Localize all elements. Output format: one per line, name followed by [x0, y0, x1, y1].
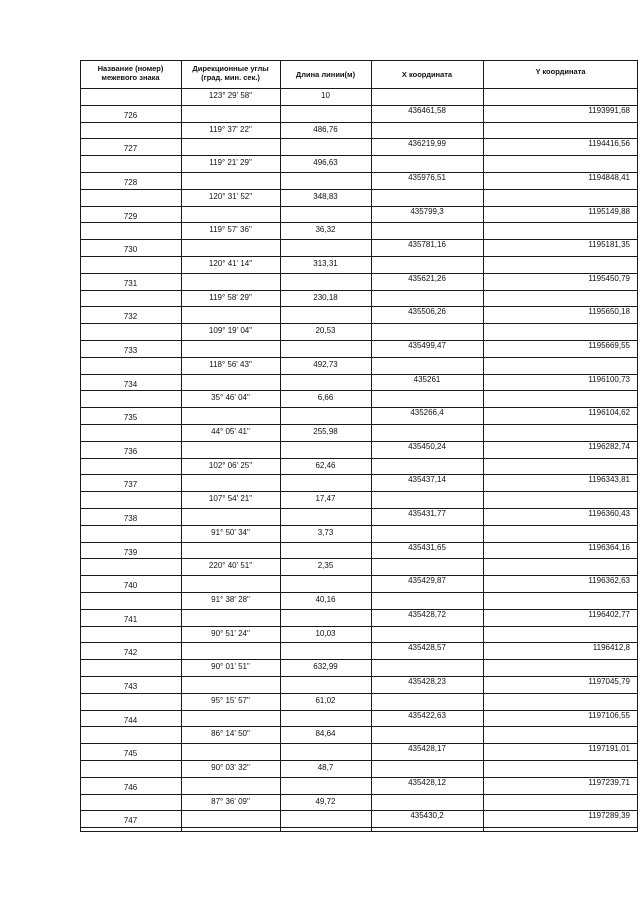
- point-name: 731: [123, 278, 138, 288]
- coordinates-table: [80, 60, 638, 832]
- segment-length: 20,53: [315, 326, 336, 336]
- header-col-angle: Дирекционные углы (град. мин. сек.): [192, 64, 269, 82]
- segment-length: 496,63: [313, 158, 338, 168]
- segment-length: 10,03: [315, 628, 336, 638]
- point-name: 727: [123, 144, 138, 154]
- row-line-seg: [181, 743, 371, 744]
- row-line-seg: [181, 155, 371, 156]
- point-x: 435450,24: [408, 441, 446, 451]
- row-line-xy: [371, 659, 638, 660]
- point-name: 740: [123, 581, 138, 591]
- point-y: 1195650,18: [588, 307, 630, 317]
- point-x: 435261: [413, 374, 441, 384]
- point-y: 1196100,73: [588, 374, 630, 384]
- column-line-5: [637, 60, 638, 832]
- point-y: 1195181,35: [588, 240, 630, 250]
- row-line-name: [80, 290, 181, 291]
- row-line-name: [80, 323, 181, 324]
- point-name: 726: [123, 110, 138, 120]
- segment-length: 230,18: [313, 292, 338, 302]
- row-line-seg: [181, 374, 371, 375]
- segment-length: 84,64: [315, 729, 336, 739]
- row-line-xy: [371, 424, 638, 425]
- segment-length: 632,99: [313, 662, 338, 672]
- segment-angle: 102° 06' 25": [208, 460, 253, 470]
- row-line-seg: [181, 827, 371, 828]
- row-line-xy: [371, 726, 638, 727]
- point-x: 435428,12: [408, 777, 446, 787]
- row-line-seg: [181, 794, 371, 795]
- point-x: 435431,77: [408, 509, 446, 518]
- header-col-x: X координата: [401, 70, 453, 79]
- row-line-seg: [181, 424, 371, 425]
- row-line-name: [80, 239, 181, 240]
- point-x: 436219,99: [408, 139, 446, 149]
- row-line-name: [80, 306, 181, 307]
- point-name: 745: [123, 749, 138, 759]
- row-line-seg: [181, 542, 371, 543]
- row-line-name: [80, 172, 181, 173]
- segment-angle: 91° 38' 28": [211, 595, 250, 604]
- row-line-name: [80, 105, 181, 106]
- row-line-name: [80, 542, 181, 543]
- row-line-name: [80, 710, 181, 711]
- row-line-xy: [371, 760, 638, 761]
- point-y: 1195669,55: [588, 341, 630, 350]
- segment-angle: 44° 05' 41": [211, 427, 250, 436]
- row-line-name: [80, 508, 181, 509]
- segment-angle: 90° 03' 32": [211, 763, 250, 772]
- row-line-name: [80, 777, 181, 778]
- point-y: 1196362,63: [588, 576, 630, 586]
- segment-length: 36,32: [315, 225, 336, 235]
- row-line-xy: [371, 390, 638, 391]
- row-line-seg: [181, 357, 371, 358]
- row-line-seg: [181, 239, 371, 240]
- row-line-name: [80, 222, 181, 223]
- point-y: 1194416,56: [588, 139, 630, 149]
- segment-angle: 119° 58' 29": [209, 292, 252, 302]
- row-line-name: [80, 659, 181, 660]
- header-col-y: Y координата: [535, 67, 586, 76]
- point-y: 1197239,71: [588, 777, 630, 787]
- point-x: 435266,4: [410, 408, 444, 418]
- row-line-seg: [181, 592, 371, 593]
- segment-angle: 91° 50' 34": [211, 527, 250, 537]
- segment-angle: 95° 15' 57": [211, 695, 250, 705]
- row-line-name: [80, 575, 181, 576]
- point-name: 729: [123, 211, 138, 221]
- point-x: 435431,65: [408, 542, 446, 552]
- point-y: 1195450,79: [588, 273, 630, 283]
- point-y: 1195149,88: [588, 206, 630, 216]
- segment-length: 3,73: [317, 527, 334, 537]
- segment-length: 255,98: [313, 427, 338, 436]
- segment-length: 486,76: [313, 124, 338, 134]
- row-line-name: [80, 357, 181, 358]
- row-line-name: [80, 525, 181, 526]
- header-col-name: Название (номер) межевого знака: [97, 64, 164, 82]
- segment-length: 61,02: [315, 695, 336, 705]
- row-line-xy: [371, 525, 638, 526]
- segment-angle: 107° 54' 21": [208, 494, 253, 504]
- row-line-seg: [181, 810, 371, 811]
- row-line-xy: [371, 491, 638, 492]
- segment-length: 313,31: [313, 259, 338, 268]
- segment-angle: 123° 29' 58": [208, 91, 253, 100]
- row-line-name: [80, 138, 181, 139]
- row-line-name: [80, 206, 181, 207]
- row-line-seg: [181, 491, 371, 492]
- point-name: 742: [123, 648, 138, 658]
- point-x: 435422,63: [408, 710, 446, 720]
- row-line-name: [80, 693, 181, 694]
- point-name: 746: [123, 782, 138, 792]
- segment-length: 40,16: [315, 595, 336, 604]
- point-y: 1196364,16: [588, 542, 630, 552]
- row-line-xy: [371, 122, 638, 123]
- row-line-seg: [181, 642, 371, 643]
- row-line-seg: [181, 189, 371, 190]
- segment-angle: 120° 31' 52": [208, 191, 253, 201]
- row-line-seg: [181, 290, 371, 291]
- row-line-xy: [371, 357, 638, 358]
- point-x: 435430,2: [410, 811, 444, 821]
- point-name: 744: [123, 715, 138, 725]
- row-line-name: [80, 642, 181, 643]
- row-line-xy: [371, 794, 638, 795]
- point-name: 743: [123, 682, 138, 691]
- point-name: 732: [123, 312, 138, 322]
- row-line-seg: [181, 222, 371, 223]
- point-name: 737: [123, 480, 138, 490]
- point-x: 436461,58: [408, 105, 446, 115]
- point-x: 435437,14: [408, 475, 446, 485]
- row-line-seg: [181, 105, 371, 106]
- segment-angle: 220° 40' 51": [208, 561, 253, 571]
- segment-angle: 118° 56' 43": [209, 359, 252, 369]
- segment-angle: 119° 57' 36": [209, 225, 252, 235]
- row-line-xy: [371, 626, 638, 627]
- segment-length: 62,46: [315, 460, 336, 470]
- point-y: 1197289,39: [588, 811, 630, 821]
- point-name: 741: [123, 614, 138, 624]
- point-y: 1196412,8: [592, 643, 630, 653]
- segment-length: 2,35: [317, 561, 334, 571]
- row-line-seg: [181, 172, 371, 173]
- row-line-seg: [181, 458, 371, 459]
- row-line-xy: [371, 155, 638, 156]
- row-line-name: [80, 407, 181, 408]
- row-line-xy: [371, 189, 638, 190]
- header-col-length: Длина линии(м): [295, 70, 356, 79]
- row-line-seg: [181, 760, 371, 761]
- row-line-xy: [371, 693, 638, 694]
- row-line-name: [80, 743, 181, 744]
- row-line-xy: [371, 323, 638, 324]
- segment-length: 348,83: [313, 191, 338, 201]
- point-x: 435621,26: [408, 273, 446, 283]
- point-name: 736: [123, 446, 138, 456]
- segment-angle: 86° 14' 50": [211, 729, 250, 739]
- header-line: [80, 88, 638, 89]
- row-line-seg: [181, 273, 371, 274]
- row-line-xy: [371, 827, 638, 828]
- row-line-name: [80, 458, 181, 459]
- point-x: 435506,26: [408, 307, 446, 317]
- row-line-name: [80, 122, 181, 123]
- segment-angle: 109° 19' 04": [208, 326, 253, 336]
- row-line-name: [80, 810, 181, 811]
- row-line-name: [80, 340, 181, 341]
- row-line-name: [80, 609, 181, 610]
- point-y: 1197106,55: [588, 710, 630, 720]
- point-y: 1197045,79: [588, 677, 630, 686]
- row-line-name: [80, 374, 181, 375]
- segment-angle: 90° 01' 51": [211, 662, 250, 672]
- point-y: 1196402,77: [588, 609, 630, 619]
- row-line-seg: [181, 525, 371, 526]
- point-x: 435428,72: [408, 609, 446, 619]
- point-y: 1193991,68: [588, 105, 630, 115]
- segment-length: 48,7: [317, 763, 334, 772]
- row-line-name: [80, 390, 181, 391]
- point-name: 738: [123, 514, 138, 523]
- row-line-name: [80, 424, 181, 425]
- row-line-name: [80, 256, 181, 257]
- column-line-2: [280, 60, 281, 832]
- segment-length: 10: [321, 91, 330, 100]
- row-line-seg: [181, 122, 371, 123]
- row-line-seg: [181, 474, 371, 475]
- segment-angle: 90° 51' 24": [211, 628, 250, 638]
- row-line-xy: [371, 256, 638, 257]
- column-line-1: [181, 60, 182, 832]
- row-line-seg: [181, 575, 371, 576]
- row-line-seg: [181, 558, 371, 559]
- row-line-seg: [181, 710, 371, 711]
- row-line-xy: [371, 592, 638, 593]
- table-border-top: [80, 60, 638, 61]
- row-line-name: [80, 155, 181, 156]
- point-y: 1196282,74: [588, 441, 630, 451]
- row-line-name: [80, 760, 181, 761]
- segment-angle: 119° 21' 29": [209, 158, 252, 168]
- segment-length: 492,73: [313, 359, 338, 369]
- segment-angle: 119° 37' 22": [209, 124, 252, 134]
- point-x: 435428,23: [408, 677, 446, 686]
- point-name: 735: [123, 413, 138, 423]
- row-line-seg: [181, 340, 371, 341]
- segment-angle: 35° 46' 04": [211, 393, 250, 403]
- segment-length: 6,66: [317, 393, 334, 403]
- point-x: 435428,17: [408, 744, 446, 754]
- row-line-seg: [181, 206, 371, 207]
- row-line-seg: [181, 441, 371, 442]
- row-line-name: [80, 491, 181, 492]
- segment-angle: 120° 41' 14": [208, 259, 253, 268]
- row-line-seg: [181, 626, 371, 627]
- point-y: 1196104,62: [588, 408, 630, 418]
- point-x: 435428,57: [408, 643, 446, 653]
- segment-length: 49,72: [315, 796, 336, 806]
- row-line-xy: [371, 222, 638, 223]
- point-y: 1194848,41: [588, 173, 630, 182]
- row-line-seg: [181, 693, 371, 694]
- row-line-name: [80, 189, 181, 190]
- point-name: 728: [123, 178, 138, 187]
- row-line-xy: [371, 290, 638, 291]
- row-line-seg: [181, 138, 371, 139]
- point-name: 733: [123, 346, 138, 355]
- row-line-name: [80, 794, 181, 795]
- point-y: 1196343,81: [588, 475, 630, 485]
- row-line-seg: [181, 777, 371, 778]
- row-line-name: [80, 592, 181, 593]
- row-line-seg: [181, 390, 371, 391]
- row-line-name: [80, 474, 181, 475]
- row-line-seg: [181, 508, 371, 509]
- row-line-name: [80, 441, 181, 442]
- point-name: 734: [123, 379, 138, 389]
- row-line-xy: [371, 458, 638, 459]
- row-line-seg: [181, 323, 371, 324]
- row-line-name: [80, 626, 181, 627]
- row-line-name: [80, 726, 181, 727]
- row-line-seg: [181, 306, 371, 307]
- point-y: 1196360,43: [588, 509, 630, 518]
- row-line-name: [80, 827, 181, 828]
- row-line-name: [80, 558, 181, 559]
- point-name: 739: [123, 547, 138, 557]
- row-line-xy: [371, 558, 638, 559]
- row-line-name: [80, 676, 181, 677]
- point-x: 435781,16: [408, 240, 446, 250]
- row-line-seg: [181, 726, 371, 727]
- segment-length: 17,47: [315, 494, 336, 504]
- row-line-seg: [181, 256, 371, 257]
- table-border-bottom: [80, 831, 638, 832]
- row-line-seg: [181, 609, 371, 610]
- row-line-name: [80, 273, 181, 274]
- point-x: 435429,87: [408, 576, 446, 586]
- point-x: 435499,47: [408, 341, 446, 350]
- point-x: 435976,51: [408, 173, 446, 182]
- row-line-seg: [181, 659, 371, 660]
- point-name: 730: [123, 245, 138, 255]
- point-name: 747: [123, 816, 138, 826]
- point-y: 1197191,01: [588, 744, 630, 754]
- point-x: 435799,3: [410, 206, 444, 216]
- row-line-seg: [181, 676, 371, 677]
- row-line-seg: [181, 407, 371, 408]
- segment-angle: 87° 36' 09": [211, 796, 250, 806]
